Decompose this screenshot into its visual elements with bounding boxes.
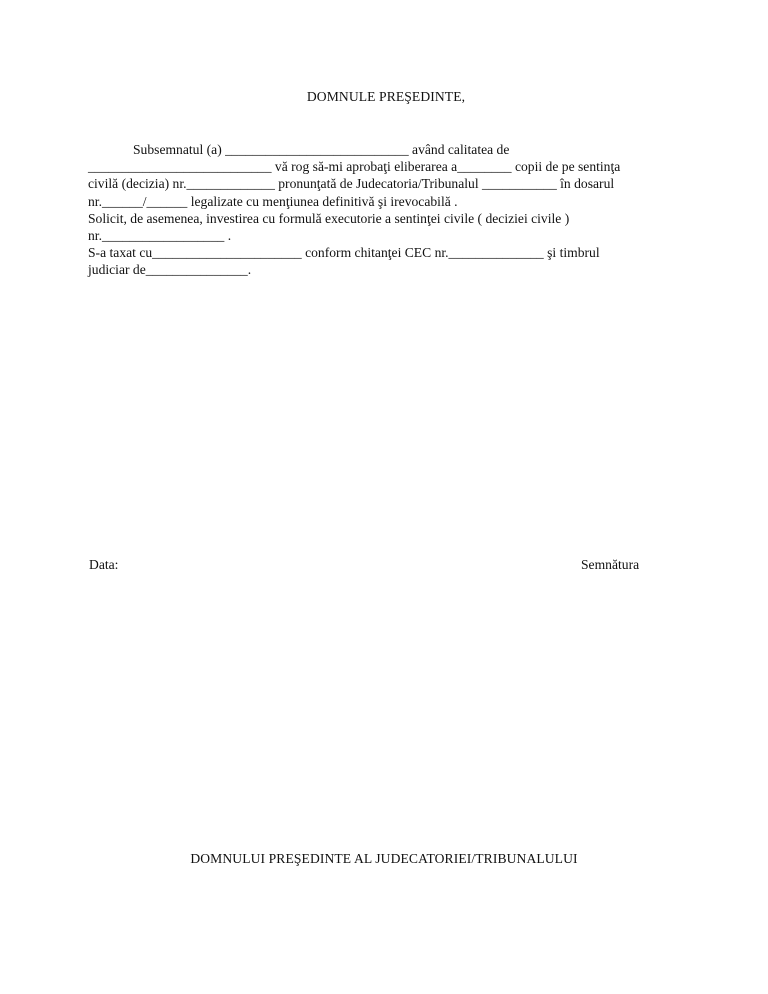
paragraph-line: judiciar de_______________. (88, 262, 252, 278)
signature-label: Semnătura (581, 557, 640, 572)
paragraph-line: Subsemnatul (a) ___________________________ având calitatea de (133, 142, 510, 157)
paragraph-line: civilă (decizia) nr._____________ pronunţată de Judecatoria/Tribunalul ___________ în dosarul (88, 176, 615, 192)
request-paragraph (88, 141, 678, 279)
date-label: Data: (89, 557, 119, 572)
paragraph-line: ___________________________ vă rog să-mi aprobaţi eliberarea a________ copii de pe sentinţa (88, 159, 621, 175)
paragraph-line: Solicit, de asemenea, investirea cu formulă executorie a sentinţei civile ( deciziei civile ) (88, 210, 570, 226)
addressee-line: DOMNULUI PREŞEDINTE AL JUDECATORIEI/TRIBUNALULUI (190, 851, 578, 866)
paragraph-line: nr.__________________ . (88, 227, 232, 243)
paragraph-line: S-a taxat cu______________________ conform chitanţei CEC nr.______________ şi timbrul (88, 245, 600, 261)
paragraph-line: nr.______/______ legalizate cu menţiunea definitivă şi irevocabilă . (88, 193, 458, 209)
document-heading: DOMNULE PREŞEDINTE, (306, 89, 466, 104)
